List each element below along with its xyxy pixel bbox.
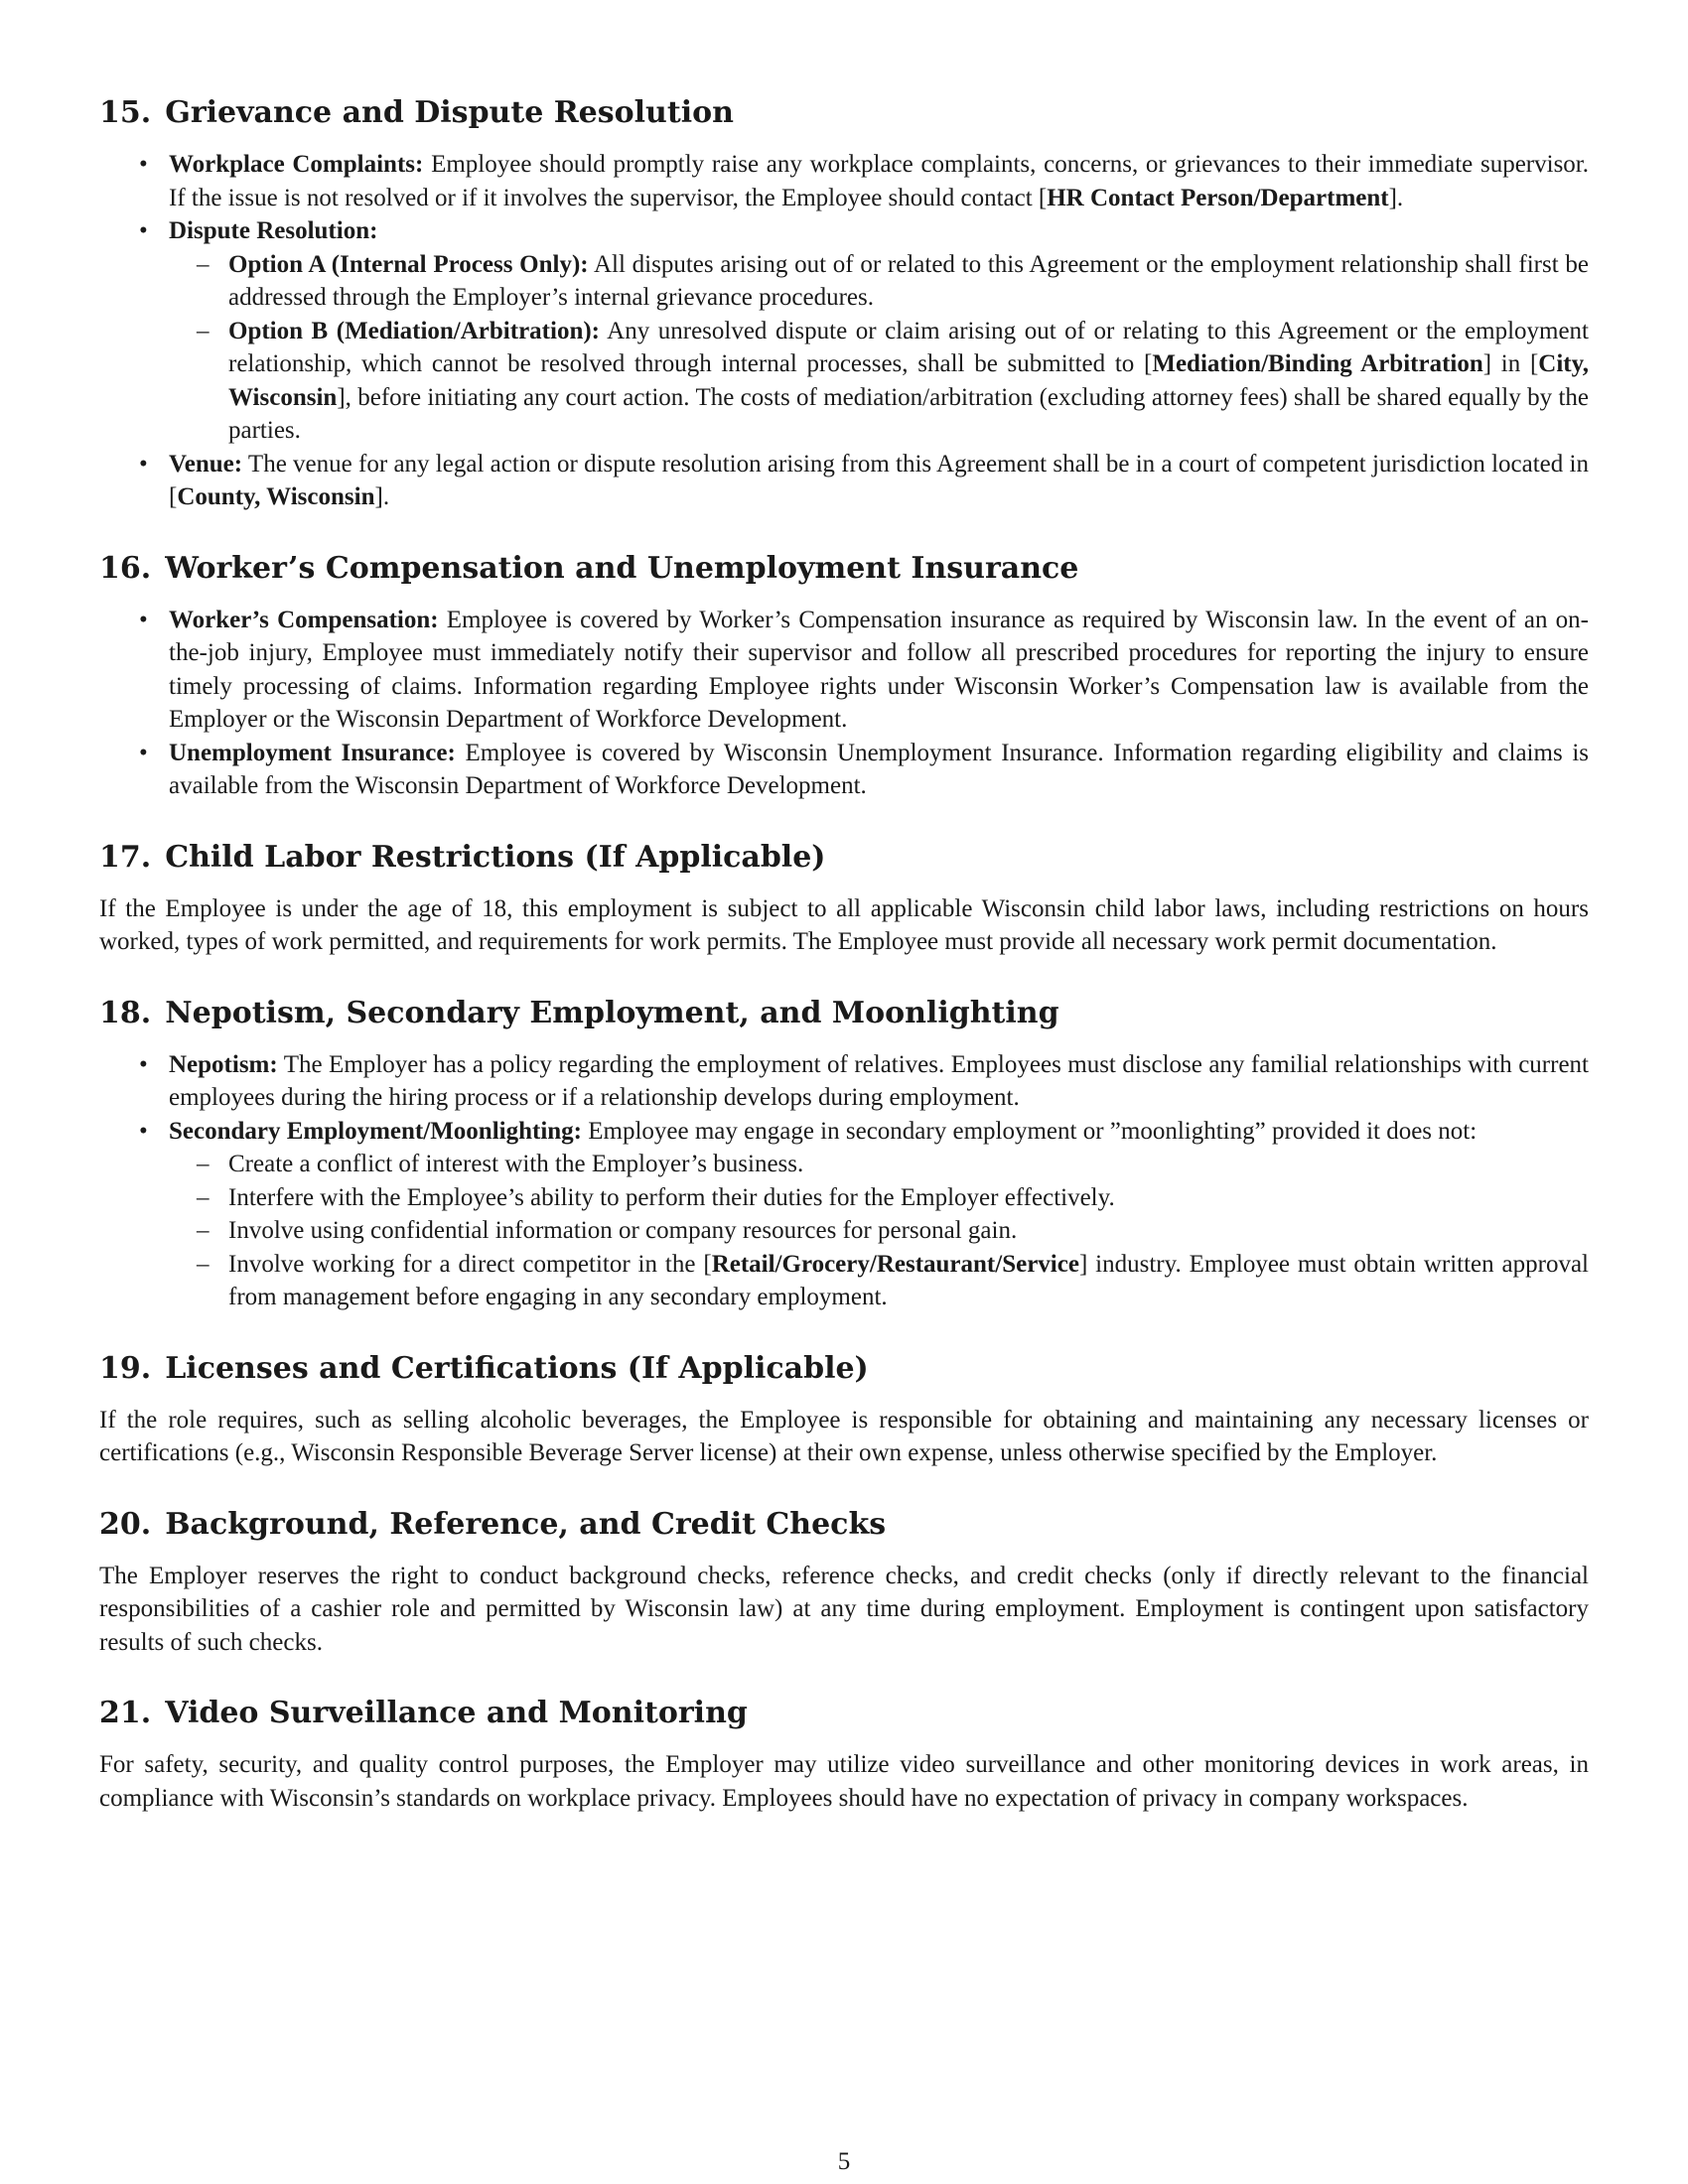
dash-marker: – — [197, 1183, 210, 1211]
placeholder-text: Retail/Grocery/Restaurant/Service — [711, 1250, 1079, 1278]
bullet-text: ]. — [374, 483, 390, 510]
sub-item-text: Create a conflict of interest with the Employer’s business. — [228, 1151, 804, 1177]
sub-item-text: Involve working for a direct competitor in the [ — [228, 1250, 712, 1278]
sub-item-text: ] in [ — [1482, 350, 1539, 377]
sub-item-text: ], before initiating any court action. The costs of mediation/arbitration (excluding attorney fees) shall be shared equally by the parties. — [228, 383, 1589, 444]
sub-item — [197, 1214, 1589, 1248]
bullet-text: ]. — [1388, 184, 1404, 211]
section-paragraph: The Employer reserves the right to conduct background checks, reference checks, and credit checks (only if directly relevant to the financial responsibilities of a cashier role and permitted by Wisconsin law) at any time during employment. Employment is contingent upon satisfactory results of such checks. — [99, 1562, 1589, 1656]
section-heading — [99, 1695, 1589, 1732]
sub-item — [197, 1248, 1590, 1314]
section-number: 21. — [99, 1696, 152, 1730]
section-title: Worker’s Compensation and Unemployment Insurance — [165, 550, 1079, 586]
section-paragraph: For safety, security, and quality control purposes, the Employer may utilize video surveillance and other monitoring devices in work areas, in compliance with Wisconsin’s standards on workplace privacy. Employees should have no expectation of privacy in company workspaces. — [99, 1751, 1589, 1812]
bullet-marker: • — [139, 1117, 148, 1145]
bullet-marker: • — [139, 1050, 148, 1078]
section-number: 19. — [99, 1350, 152, 1386]
bullet-dispute-resolution — [139, 214, 1589, 448]
sub-item-label: Option B (Mediation/Arbitration): — [228, 317, 600, 344]
bullet-text: The Employer has a policy regarding the employment of relatives. Employees must disclose any familial relationships with current employees during the hiring process or if a relationship develops during employment. — [169, 1050, 1589, 1111]
section-16 — [99, 550, 1589, 803]
bullet-workplace-complaints — [139, 148, 1590, 214]
section-heading — [99, 839, 1589, 877]
placeholder-text: County, Wisconsin — [177, 483, 375, 510]
sub-item-label: Option A (Internal Process Only): — [228, 250, 589, 278]
section-title: Nepotism, Secondary Employment, and Moonlighting — [165, 995, 1059, 1030]
sub-item-text: Any unresolved dispute or claim arising out of or relating to this Agreement or the employment relationship, which cannot be resolved through internal processes, shall be submitted to [ — [228, 317, 1589, 377]
bullet-text: The venue for any legal action or dispute resolution arising from this Agreement shall be in a court of competent jurisdiction located in [ — [169, 450, 1589, 510]
placeholder-text: City, Wisconsin — [228, 350, 1589, 411]
sub-item — [197, 1181, 1589, 1215]
section-21 — [99, 1695, 1589, 1815]
bullet-text: Employee may engage in secondary employment or ”moonlighting” provided it does not: — [588, 1117, 1477, 1145]
section-title: Video Surveillance and Monitoring — [165, 1696, 748, 1730]
bullet-label: Worker’s Compensation: — [169, 606, 439, 633]
bullet-marker: • — [139, 217, 148, 244]
sub-item-option-a — [197, 248, 1589, 315]
bullet-label: Venue: — [169, 450, 243, 478]
bullet-workers-compensation — [139, 604, 1589, 737]
dash-marker: – — [197, 1217, 210, 1244]
bullet-list — [99, 604, 1589, 803]
sub-item-text: ] industry. Employee must obtain written approval from management before engaging in any secondary employment. — [228, 1250, 1590, 1310]
section-number: 15. — [99, 95, 152, 130]
section-paragraph: If the role requires, such as selling alcoholic beverages, the Employee is responsible for obtaining and maintaining any necessary licenses or certifications (e.g., Wisconsin Responsible Beverage Server license) at their own expense, unless otherwise specified by the Employer. — [99, 1406, 1589, 1466]
section-title: Licenses and Certifications (If Applicable) — [165, 1350, 869, 1386]
sub-item-text: Interfere with the Employee’s ability to perform their duties for the Employer effectively. — [228, 1183, 1115, 1211]
bullet-nepotism — [139, 1048, 1589, 1115]
section-title: Child Labor Restrictions (If Applicable) — [165, 839, 826, 875]
section-15 — [99, 94, 1589, 514]
section-number: 18. — [99, 995, 152, 1030]
dash-marker: – — [197, 1151, 210, 1177]
bullet-text: Employee is covered by Worker’s Compensation insurance as required by Wisconsin law. In the event of an on-the-job injury, Employee must immediately notify their supervisor and follow all prescribed procedures for reporting the injury to ensure timely processing of claims. Information regarding Employee rights under Wisconsin Worker’s Compensation law is available from the Employer or the Wisconsin Department of Workforce Development. — [169, 606, 1589, 733]
bullet-text: Employee is covered by Wisconsin Unemployment Insurance. Information regarding eligibility and claims is available from the Wisconsin Department of Workforce Development. — [169, 739, 1590, 799]
placeholder-text: HR Contact Person/Department — [1047, 184, 1389, 211]
bullet-label: Secondary Employment/Moonlighting: — [169, 1117, 582, 1145]
bullet-label: Unemployment Insurance: — [169, 739, 456, 766]
placeholder-text: Mediation/Binding Arbitration — [1152, 350, 1483, 377]
section-heading — [99, 94, 1589, 132]
bullet-marker: • — [139, 606, 148, 633]
bullet-secondary-employment — [139, 1115, 1590, 1314]
section-17 — [99, 839, 1589, 959]
section-20 — [99, 1506, 1589, 1660]
bullet-marker: • — [139, 151, 148, 178]
dash-marker: – — [197, 250, 210, 278]
bullet-label: Nepotism: — [169, 1050, 278, 1078]
dash-marker: – — [197, 1250, 210, 1278]
dash-marker: – — [197, 317, 210, 344]
section-heading — [99, 1350, 1589, 1388]
bullet-list — [99, 148, 1589, 514]
page-number: 5 — [837, 2148, 851, 2175]
section-title: Grievance and Dispute Resolution — [165, 95, 734, 130]
bullet-unemployment-insurance — [139, 737, 1590, 803]
bullet-marker: • — [139, 450, 148, 478]
bullet-venue — [139, 448, 1589, 514]
section-19 — [99, 1350, 1589, 1470]
section-heading — [99, 550, 1589, 588]
sub-item-text: Involve using confidential information or company resources for personal gain. — [228, 1217, 1018, 1244]
bullet-list — [99, 1048, 1589, 1314]
bullet-marker: • — [139, 739, 148, 766]
sub-item-text: All disputes arising out of or related to this Agreement or the employment relationship shall first be addressed through the Employer’s internal grievance procedures. — [228, 250, 1589, 311]
sub-item — [197, 1148, 1589, 1181]
bullet-label: Workplace Complaints: — [169, 151, 424, 178]
sub-list — [169, 1148, 1589, 1314]
document-page — [99, 94, 1589, 1850]
section-paragraph: If the Employee is under the age of 18, this employment is subject to all applicable Wisconsin child labor laws, including restrictions on hours worked, types of work permitted, and requirements for work permits. The Employee must provide all necessary work permit documentation. — [99, 894, 1589, 955]
bullet-label: Dispute Resolution: — [169, 217, 378, 244]
section-title: Background, Reference, and Credit Checks — [165, 1506, 887, 1542]
section-heading — [99, 995, 1589, 1032]
section-18 — [99, 995, 1589, 1314]
section-heading — [99, 1506, 1589, 1544]
section-number: 16. — [99, 550, 152, 586]
sub-list — [169, 248, 1589, 448]
section-number: 17. — [99, 839, 152, 875]
sub-item-option-b — [197, 315, 1589, 448]
section-number: 20. — [99, 1506, 152, 1542]
bullet-text: Employee should promptly raise any workplace complaints, concerns, or grievances to their immediate supervisor. If the issue is not resolved or if it involves the supervisor, the Employee should contact [ — [169, 151, 1590, 211]
